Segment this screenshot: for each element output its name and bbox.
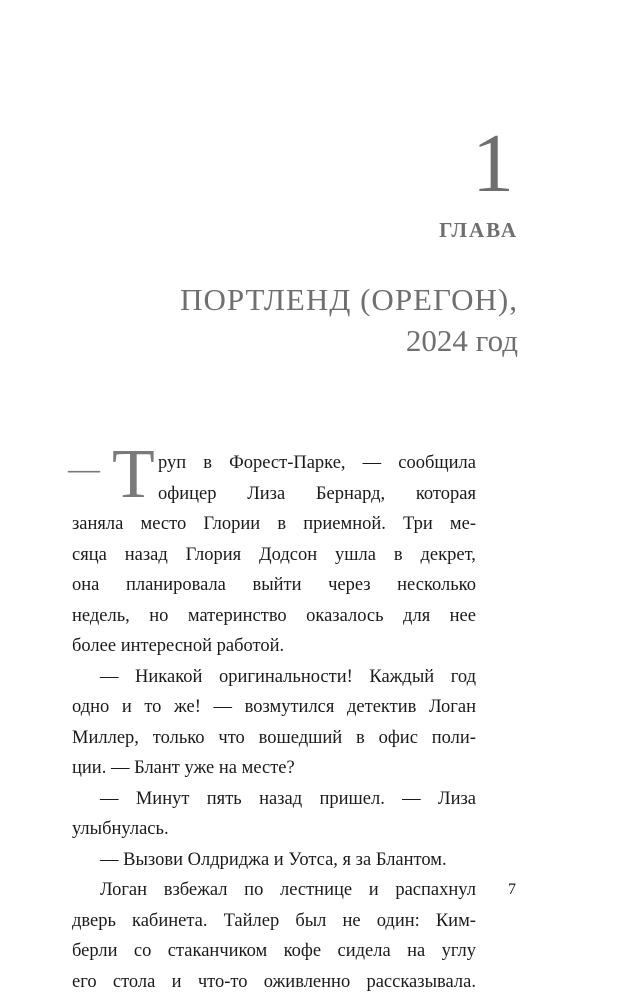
text-line: более интересной работой.	[72, 636, 285, 656]
text-line: его стола и что-то оживленно рассказывала.	[72, 971, 476, 992]
text-line: Миллер, только что вошедший в офис поли-	[72, 727, 476, 748]
text-line: она планировала выйти через несколько	[72, 575, 476, 595]
text-line: одно и то же! — возмутился детектив Логан	[72, 697, 476, 717]
text-line: ции. — Блант уже на месте?	[72, 758, 295, 778]
chapter-label: ГЛАВА	[439, 218, 518, 242]
text-line: — Никакой оригинальности! Каждый год	[100, 666, 476, 687]
text-line: сяца назад Глория Додсон ушла в декрет,	[72, 544, 476, 565]
text-line: улыбнулась.	[72, 819, 169, 839]
text-line: руп в Форест-Парке, — сообщила	[158, 453, 476, 473]
text-line: дверь кабинета. Тайлер был не один: Ким-	[72, 910, 476, 931]
text-line: — Минут пять назад пришел. — Лиза	[100, 788, 476, 809]
dropcap-dash: —	[68, 450, 100, 486]
text-line: — Вызови Олдриджа и Уотса, я за Блантом.	[100, 849, 447, 870]
page-number: 7	[508, 881, 516, 898]
chapter-place-line-2: 2024 год	[405, 323, 518, 358]
chapter-number: 1	[472, 117, 514, 210]
text-line: офицер Лиза Бернард, которая	[158, 483, 476, 504]
chapter-place-line-1: ПОРТЛЕНД (ОРЕГОН),	[180, 282, 518, 317]
dropcap-letter: Т	[112, 436, 155, 513]
text-line: Логан взбежал по лестнице и распахнул	[100, 880, 476, 900]
text-line: недель, но материнство оказалось для нее	[72, 605, 476, 626]
body-text	[68, 436, 476, 997]
text-line: берли со стаканчиком кофе сидела на углу	[72, 941, 476, 961]
text-line: заняла место Глории в приемной. Три ме-	[72, 514, 476, 534]
